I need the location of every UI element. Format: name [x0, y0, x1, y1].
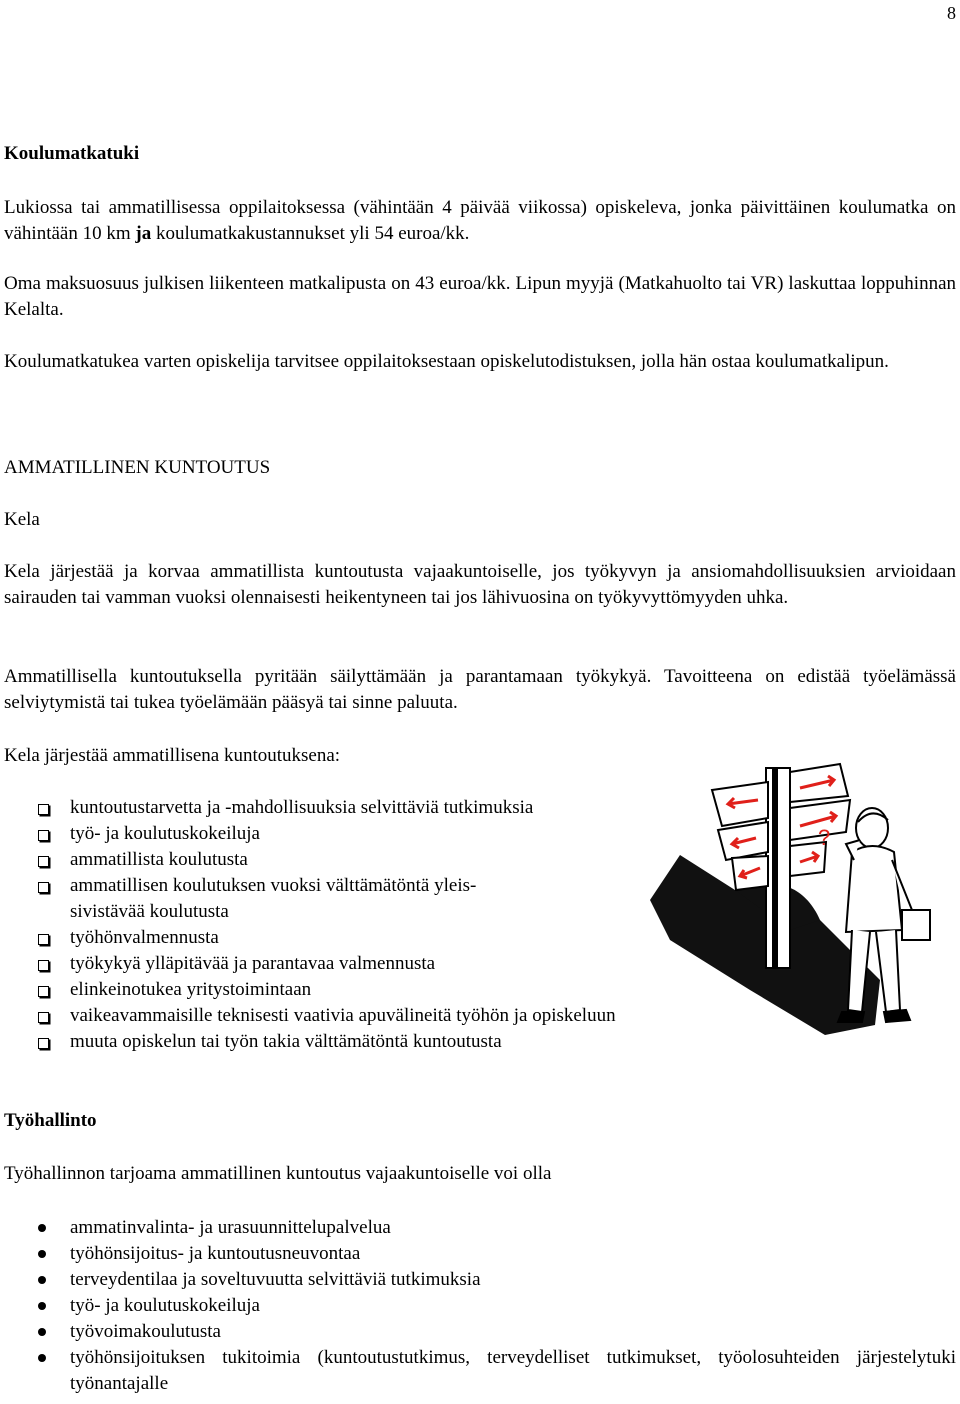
- paragraph-kuntoutus-tavoite: Ammatillisella kuntoutuksella pyritään säilyttämään ja parantamaan työkykyä. Tavoitteena on edistää työelämässä selviytymistä tai tukea työelämään pääsyä tai sinne paluuta.: [4, 666, 956, 713]
- section-heading-koulumatkatuki: Koulumatkatuki: [4, 143, 140, 164]
- paragraph-koulumatkatuki-eligibility: [4, 195, 956, 247]
- question-mark-icon: ?: [818, 825, 831, 850]
- man-figure: [838, 808, 930, 1022]
- list-item: ammatinvalinta- ja urasuunnittelupalvelua: [0, 1215, 956, 1241]
- paragraph-koulumatkatuki-certificate: Koulumatkatukea varten opiskelija tarvitsee oppilaitoksestaan opiskelutodistuksen, jolla hän ostaa koulumatkalipun.: [4, 351, 889, 372]
- list-item: ammatillista koulutusta: [0, 847, 760, 873]
- subheading-kela: Kela: [4, 509, 40, 530]
- bold-word: ja: [135, 223, 152, 244]
- list-item: vaikeavammaisille teknisesti vaativia apuvälineitä työhön ja opiskeluun: [0, 1003, 760, 1029]
- list-item: työ- ja koulutuskokeiluja: [0, 821, 760, 847]
- signpost-illustration: [640, 760, 940, 1060]
- list-item: muuta opiskelun tai työn takia välttämätöntä kuntoutusta: [0, 1029, 760, 1055]
- paragraph-tyohallinto-intro: Työhallinnon tarjoama ammatillinen kuntoutus vajaakuntoiselle voi olla: [4, 1163, 552, 1184]
- list-item: työhönvalmennusta: [0, 925, 760, 951]
- paragraph-list-intro: Kela järjestää ammatillisena kuntoutuksena:: [4, 745, 341, 766]
- list-item: työkykyä ylläpitävää ja parantavaa valmennusta: [0, 951, 760, 977]
- paragraph-text: Lukiossa tai ammatillisessa oppilaitoksessa (vähintään 4 päivää viikossa) opiskeleva, jonka päivittäinen koulumatka on vähintään 10 km: [4, 197, 956, 244]
- list-item: elinkeinotukea yritystoimintaan: [0, 977, 760, 1003]
- section-heading-tyohallinto: Työhallinto: [4, 1110, 97, 1131]
- paragraph-koulumatkatuki-fee: Oma maksuosuus julkisen liikenteen matkalipusta on 43 euroa/kk. Lipun myyjä (Matkahuolto tai VR) laskuttaa loppuhinnan Kelalta.: [4, 273, 956, 320]
- list-item: työvoimakoulutusta: [0, 1319, 956, 1345]
- paragraph-text: koulumatkakustannukset yli 54 euroa/kk.: [151, 223, 470, 244]
- list-item: työhönsijoitus- ja kuntoutusneuvontaa: [0, 1241, 956, 1267]
- list-item: työ- ja koulutuskokeiluja: [0, 1293, 956, 1319]
- section-heading-ammatillinen-kuntoutus: AMMATILLINEN KUNTOUTUS: [4, 457, 271, 478]
- list-item: kuntoutustarvetta ja -mahdollisuuksia selvittäviä tutkimuksia: [0, 795, 760, 821]
- paragraph-kela-kuntoutus: Kela järjestää ja korvaa ammatillista kuntoutusta vajaakuntoiselle, jos työkyvyn ja ansiomahdollisuuksien arvioidaan sairauden tai vamman vuoksi olennaisesti heikentyneen tai jos lähivuosina on työkyvyttömyyden uhka.: [4, 561, 956, 608]
- list-item: terveydentilaa ja soveltuvuutta selvittäviä tutkimuksia: [0, 1267, 956, 1293]
- list-item: ammatillisen koulutuksen vuoksi välttämätöntä yleis- sivistävää koulutusta: [0, 873, 760, 925]
- list-item: työhönsijoituksen tukitoimia (kuntoutustutkimus, terveydelliset tutkimukset, työolosuhteiden järjestelytuki työnantajalle: [0, 1345, 956, 1397]
- page-number: 8: [947, 3, 956, 23]
- tyohallinto-services-list: [0, 1215, 956, 1397]
